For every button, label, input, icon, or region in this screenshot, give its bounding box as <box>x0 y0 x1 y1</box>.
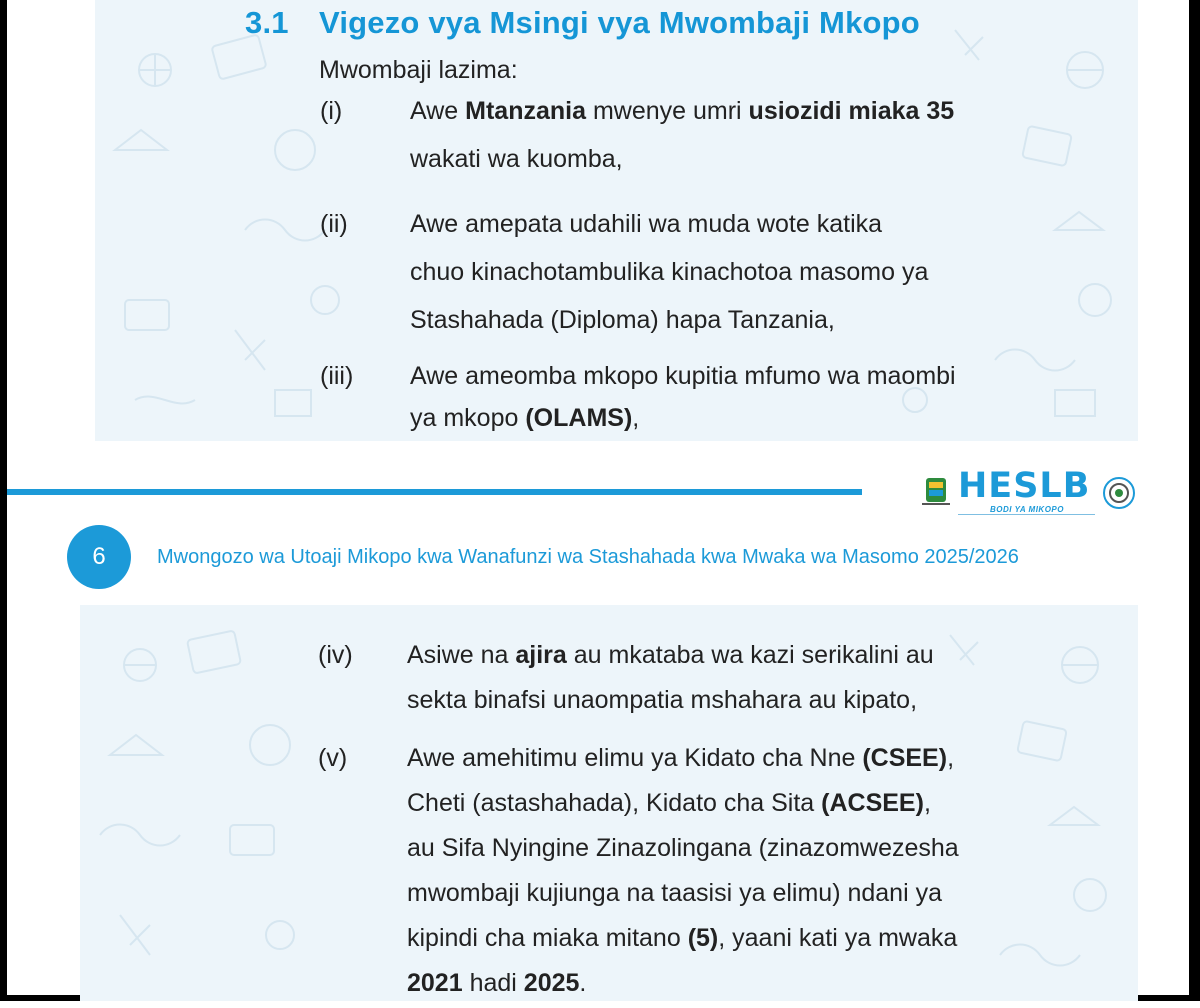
body-text: wakati wa kuomba, <box>410 145 623 173</box>
list-item-label: (iv) <box>318 641 353 669</box>
footer-rule <box>7 489 862 495</box>
body-text: mwombaji kujiunga na taasisi ya elimu) ndani ya <box>407 879 942 907</box>
list-item-line <box>410 139 954 187</box>
list-item-line <box>410 204 928 252</box>
logo-underline <box>958 514 1095 515</box>
body-text: Awe <box>410 97 466 125</box>
body-text: , yaani kati ya mwaka <box>718 924 958 952</box>
list-item-label: (ii) <box>320 210 348 238</box>
emphasis-text: (5) <box>687 924 719 952</box>
heslb-logo <box>920 466 1142 520</box>
list-item-line <box>410 91 954 139</box>
body-text: au mkataba wa kazi serikalini au <box>566 641 934 669</box>
emphasis-text: ajira <box>515 641 567 669</box>
emphasis-text: 2025 <box>523 969 580 997</box>
list-item-label: (v) <box>318 744 348 772</box>
footer-title: Mwongozo wa Utoaji Mikopo kwa Wanafunzi wa Stashahada kwa Mwaka wa Masomo 2025/2026 <box>157 546 1019 568</box>
section-number: 3.1 <box>245 5 289 40</box>
logo-tagline: BODI YA MIKOPO <box>990 505 1064 514</box>
list-item-line <box>407 635 934 680</box>
list-item-text <box>407 635 934 725</box>
body-text: chuo kinachotambulika kinachotoa masomo ya <box>410 258 929 286</box>
list-item-line <box>407 680 934 725</box>
body-text: Awe ameomba mkopo kupitia mfumo wa maombi <box>410 362 956 390</box>
emphasis-text: usiozidi miaka 35 <box>748 97 955 125</box>
body-text: Awe amehitimu elimu ya Kidato cha Nne <box>407 744 863 772</box>
body-text: ya mkopo <box>410 404 526 432</box>
list-item-line <box>410 398 956 440</box>
list-item-line <box>410 252 928 300</box>
page-number-badge: 6 <box>67 525 131 589</box>
body-text: Asiwe na <box>407 641 516 669</box>
body-text: sekta binafsi unaompatia mshahara au kipato, <box>407 686 918 714</box>
body-text: . <box>579 969 587 997</box>
list-item-label: (i) <box>320 97 343 125</box>
list-item-line <box>407 963 959 1008</box>
body-text: Cheti (astashahada), Kidato cha Sita <box>407 789 822 817</box>
list-item-line <box>407 828 959 873</box>
body-text: kipindi cha miaka mitano <box>407 924 688 952</box>
body-text: Awe amepata udahili wa muda wote katika <box>410 210 883 238</box>
emblem-icon <box>1102 476 1136 510</box>
list-item-text <box>410 356 956 440</box>
list-item-text <box>410 204 928 348</box>
emphasis-text: (OLAMS) <box>525 404 633 432</box>
body-text: hadi <box>462 969 524 997</box>
coat-of-arms-icon <box>920 474 952 508</box>
list-item-line <box>407 873 959 918</box>
list-item-line <box>407 738 959 783</box>
body-text: Stashahada (Diploma) hapa Tanzania, <box>410 306 835 334</box>
list-item-text <box>410 91 954 187</box>
body-text: , <box>632 404 640 432</box>
body-text: , <box>947 744 955 772</box>
body-text: mwenye umri <box>586 97 749 125</box>
list-item-text <box>407 738 959 1008</box>
emphasis-text: (CSEE) <box>862 744 948 772</box>
section-heading <box>245 5 920 41</box>
list-item-line <box>407 783 959 828</box>
emphasis-text: Mtanzania <box>465 97 586 125</box>
list-item-line <box>410 300 928 348</box>
emphasis-text: (ACSEE) <box>821 789 924 817</box>
body-text: , <box>923 789 931 817</box>
list-item-line <box>407 918 959 963</box>
body-text: au Sifa Nyingine Zinazolingana (zinazomwezesha <box>407 834 959 862</box>
section-intro: Mwombaji lazima: <box>319 56 518 84</box>
emphasis-text: 2021 <box>407 969 463 997</box>
section-title: Vigezo vya Msingi vya Mwombaji Mkopo <box>319 5 920 40</box>
logo-wordmark: HESLB <box>958 466 1091 506</box>
list-item-line <box>410 356 956 398</box>
list-item-label: (iii) <box>320 362 354 390</box>
